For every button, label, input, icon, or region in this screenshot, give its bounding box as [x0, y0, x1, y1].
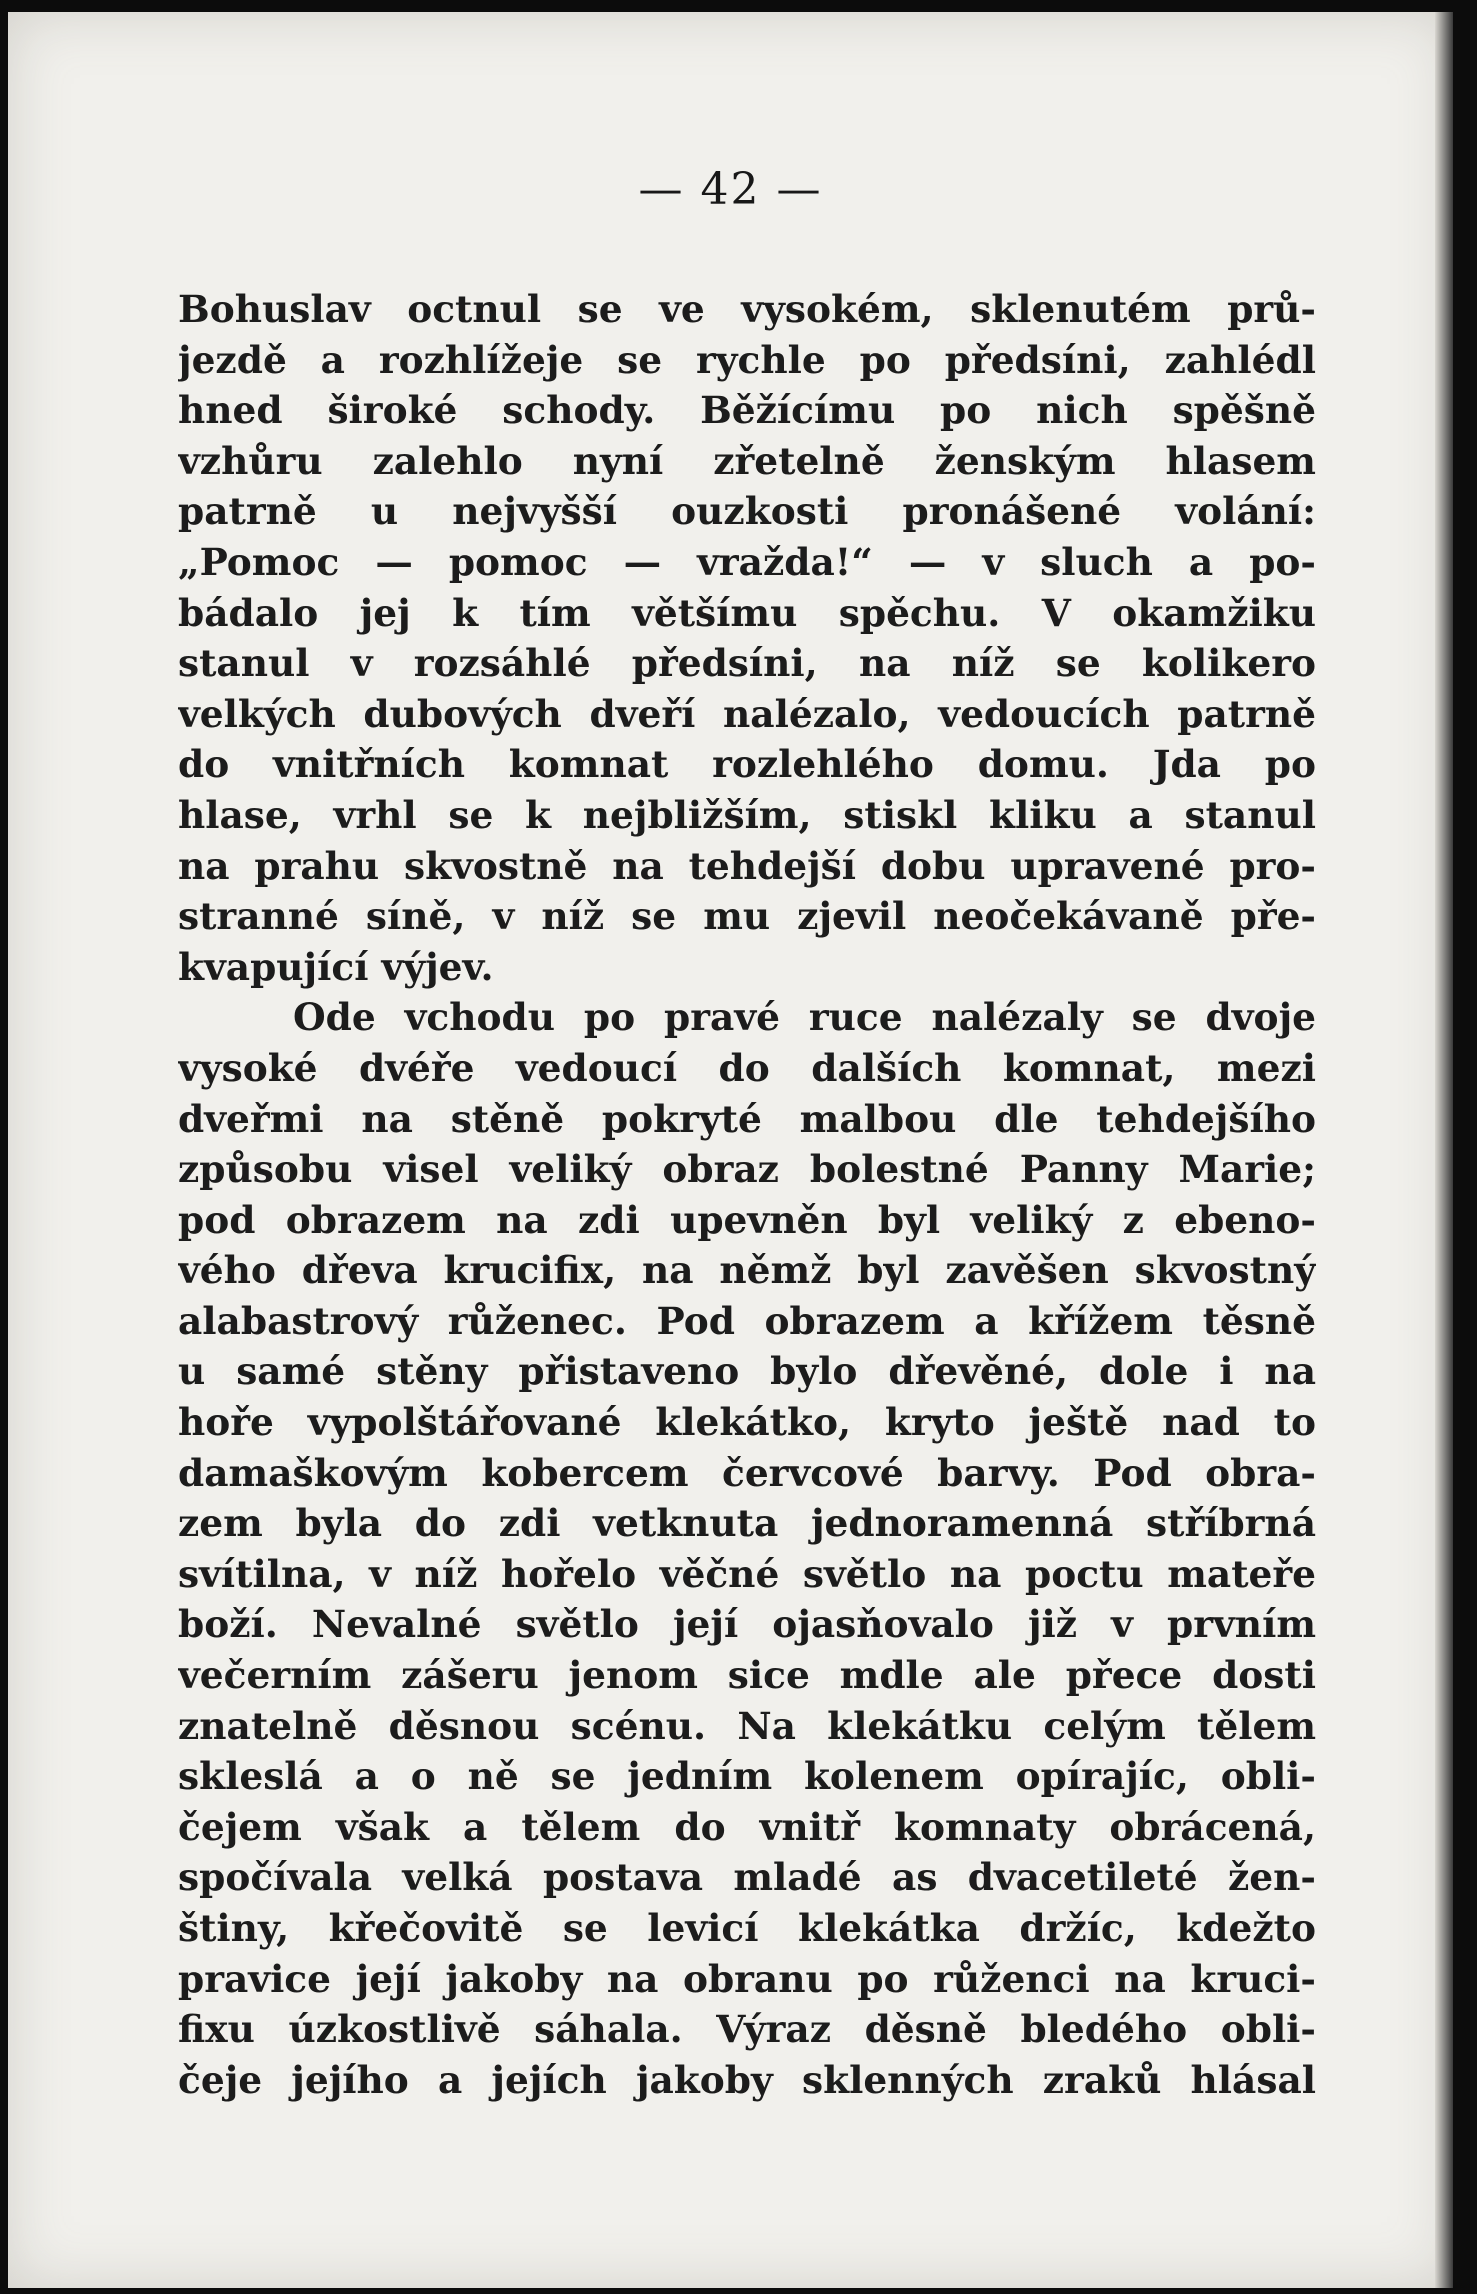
text-line: svítilna, v níž hořelo věčné světlo na poctu mateře [178, 1551, 1316, 1596]
text-line: bádalo jej k tím většímu spěchu. V okamžiku [178, 590, 1316, 635]
text-line: znatelně děsnou scénu. Na klekátku celým tělem [178, 1703, 1316, 1748]
text-line: dveřmi na stěně pokryté malbou dle tehdejšího [178, 1096, 1316, 1141]
text-line: štiny, křečovitě se levicí klekátka držíc, kdežto [178, 1906, 1316, 1950]
text-line: na prahu skvostně na tehdejší dobu upravené pro- [178, 843, 1316, 888]
text-line: alabastrový růženec. Pod obrazem a křížem těsně [178, 1298, 1316, 1343]
text-line: čejem však a tělem do vnitř komnaty obrácená, [178, 1804, 1316, 1849]
text-line: do vnitřních komnat rozlehlého domu. Jda po [178, 742, 1316, 787]
text-line: skleslá a o ně se jedním kolenem opírajíc, obli- [178, 1754, 1316, 1799]
book-page [8, 12, 1453, 2288]
text-line: jezdě a rozhlížeje se rychle po předsíni, zahlédl [178, 337, 1316, 382]
text-line: hoře vypolštářované klekátko, kryto ještě nad to [178, 1400, 1316, 1445]
text-line: spočívala velká postava mladé as dvacetileté žen- [178, 1855, 1316, 1900]
text-line: u samé stěny přistaveno bylo dřevěné, dole i na [178, 1349, 1316, 1394]
text-line: vého dřeva krucifix, na němž byl zavěšen skvostný [178, 1248, 1316, 1293]
text-line: stranné síně, v níž se mu zjevil neočekávaně pře- [178, 894, 1316, 939]
text-line: čeje jejího a jejích jakoby sklenných zraků hlásal [178, 2057, 1316, 2102]
text-line: hned široké schody. Běžícímu po nich spěšně [178, 388, 1316, 433]
text-line: „Pomoc — pomoc — vražda!“ — v sluch a po- [178, 539, 1316, 584]
text-line: hlase, vrhl se k nejbližším, stiskl kliku a stanul [178, 792, 1316, 837]
text-line: kvapující výjev. [178, 944, 494, 989]
text-line: způsobu visel veliký obraz bolestné Panny Marie; [178, 1147, 1316, 1192]
text-line: Bohuslav octnul se ve vysokém, sklenutém prů- [178, 287, 1316, 331]
text-line: damaškovým kobercem červcové barvy. Pod obra- [178, 1450, 1316, 1495]
text-line: pod obrazem na zdi upevněn byl veliký z ebeno- [178, 1197, 1316, 1242]
text-line: stanul v rozsáhlé předsíni, na níž se kolikero [178, 641, 1316, 686]
text-line: boží. Nevalné světlo její ojasňovalo již v prvním [178, 1602, 1316, 1647]
text-line: Ode vchodu po pravé ruce nalézaly se dvoje [293, 995, 1316, 1040]
page-edge-shadow [1435, 12, 1453, 2288]
text-line: vysoké dvéře vedoucí do dalších komnat, mezi [178, 1045, 1316, 1090]
text-line: velkých dubových dveří nalézalo, vedoucích patrně [178, 691, 1316, 736]
text-line: patrně u nejvyšší ouzkosti pronášené volání: [178, 489, 1316, 534]
text-line: vzhůru zalehlo nyní zřetelně ženským hlasem [178, 438, 1316, 483]
body-text [178, 284, 1316, 2105]
text-line: zem byla do zdi vetknuta jednoramenná stříbrná [178, 1501, 1316, 1546]
text-line: večerním zášeru jenom sice mdle ale přece dosti [178, 1653, 1316, 1698]
text-line: fixu úzkostlivě sáhala. Výraz děsně bledého obli- [178, 2007, 1316, 2052]
page-number: — 42 — [638, 164, 823, 215]
text-line: pravice její jakoby na obranu po růženci na kruci- [178, 1956, 1316, 2001]
